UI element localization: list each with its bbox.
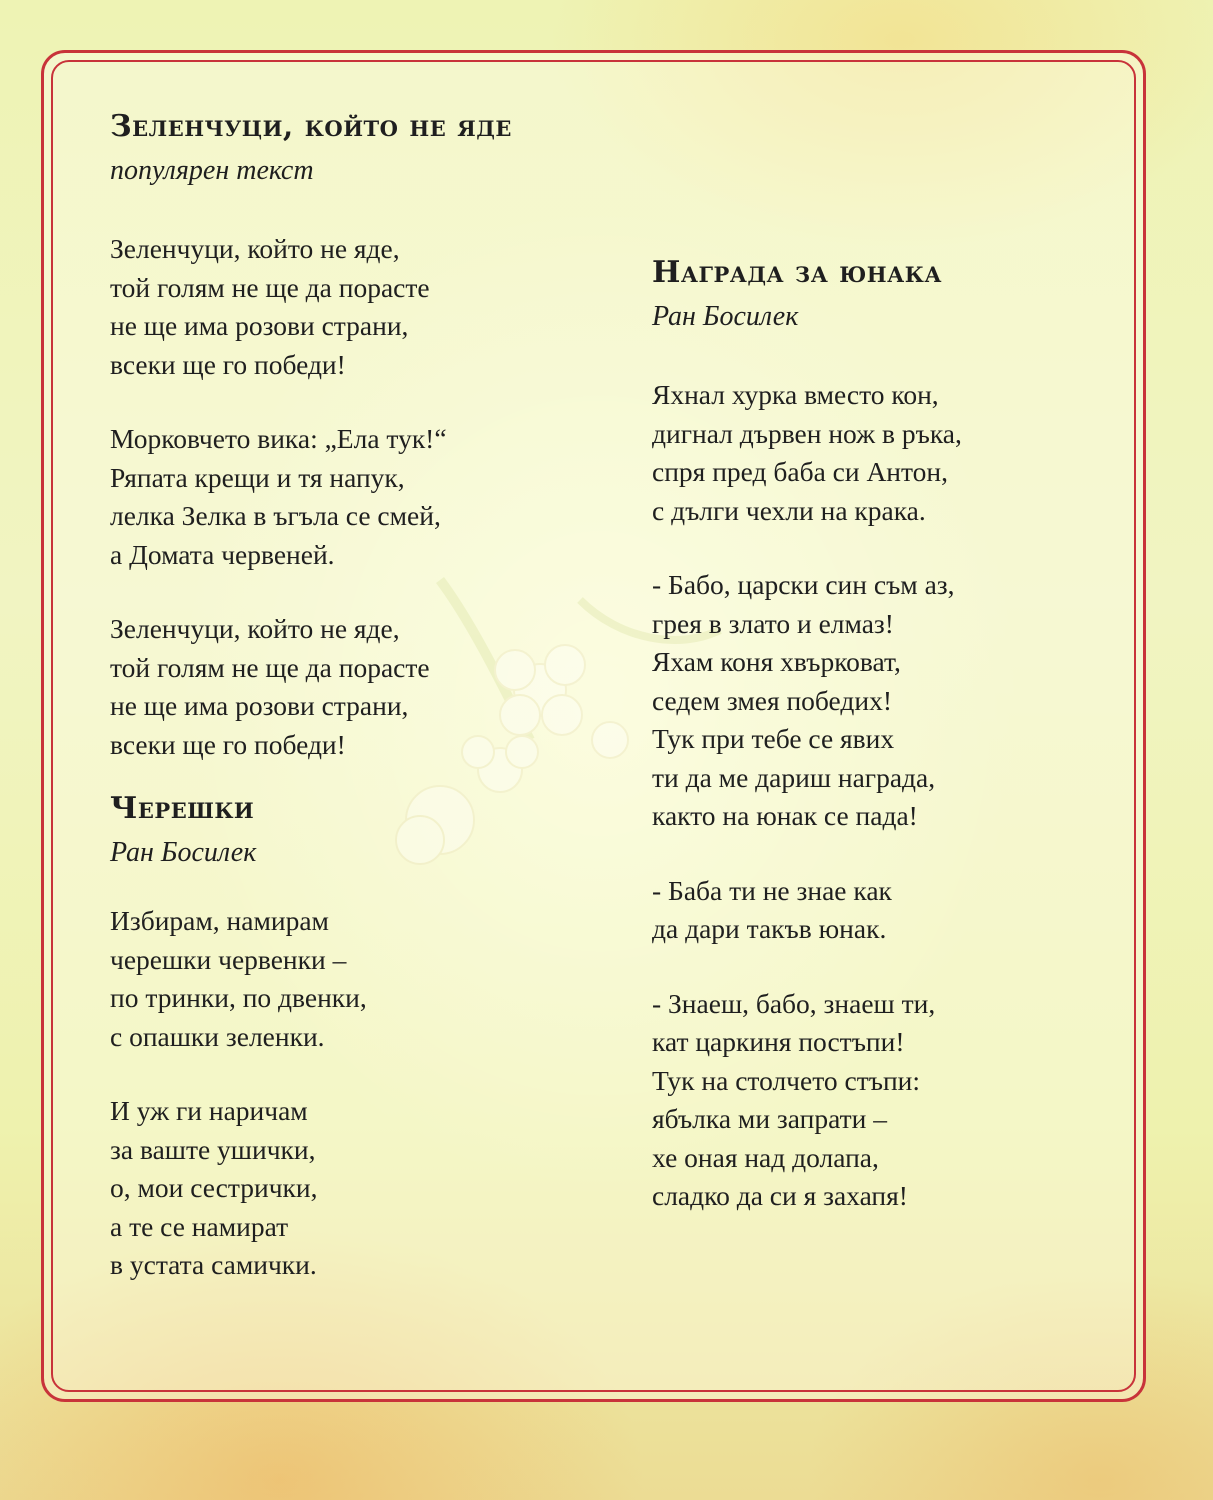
stanza	[110, 610, 580, 764]
poem-line: - Бабо, царски син съм аз,	[652, 569, 955, 600]
poem-title: Черешки	[110, 791, 255, 826]
poem-line: грея в злато и елмаз!	[652, 607, 894, 639]
stanza	[110, 902, 580, 1056]
poem-line: по тринки, по двенки,	[110, 982, 367, 1013]
poem-author: популярен текст	[110, 155, 314, 186]
poem-line: Зеленчуци, който не яде,	[110, 233, 400, 264]
poem-line: с дълги чехли на крака.	[652, 494, 926, 526]
poem-title: Награда за юнака	[652, 255, 942, 290]
poem-line: за ваште ушички,	[110, 1133, 316, 1165]
poem-line: а Домата червеней.	[110, 538, 335, 570]
poem-hero-reward	[652, 254, 1122, 1216]
poem-line: Зеленчуци, който не яде,	[110, 613, 400, 644]
stanza	[652, 872, 1122, 949]
poem-line: спря пред баба си Антон,	[652, 456, 949, 487]
poem-line: ти да ме дариш награда,	[652, 761, 936, 793]
poem-vegetables	[110, 108, 580, 764]
poem-line: о, мои сестрички,	[110, 1172, 318, 1203]
poem-author: Ран Босилек	[110, 837, 257, 868]
poem-line: Избирам, намирам	[110, 905, 329, 936]
poem-line: черешки червенки –	[110, 943, 347, 975]
poem-line: лелка Зелка в ъгъла се смей,	[110, 500, 441, 531]
poem-line: всеки ще го победи!	[110, 728, 346, 760]
poem-author: Ран Босилек	[652, 301, 799, 332]
poem-line: Ряпата крещи и тя напук,	[110, 461, 405, 493]
poem-line: дигнал дървен нож в ръка,	[652, 417, 962, 449]
poem-line: всеки ще го победи!	[110, 348, 346, 380]
poem-line: Морковчето вика: „Ела тук!“	[110, 423, 447, 454]
poem-line: - Баба ти не знае как	[652, 874, 892, 906]
poem-line: да дари такъв юнак.	[652, 913, 887, 944]
poem-line: седем змея победих!	[652, 684, 893, 716]
poem-line: ябълка ми запрати –	[652, 1103, 887, 1134]
stanza	[652, 985, 1122, 1216]
poem-line: Яхам коня хвърковат,	[652, 646, 901, 677]
stanza	[110, 1092, 580, 1285]
poem-line: както на юнак се пада!	[652, 800, 918, 831]
poem-line: а те се намират	[110, 1210, 289, 1242]
poem-line: Яхнал хурка вместо кон,	[652, 379, 939, 410]
stanza	[652, 376, 1122, 530]
stanza	[110, 420, 580, 574]
stanza	[110, 230, 580, 384]
poem-line: кат царкиня постъпи!	[652, 1026, 905, 1057]
poem-line: сладко да си я захапя!	[652, 1180, 908, 1211]
poem-line: с опашки зеленки.	[110, 1020, 325, 1052]
stanza	[652, 566, 1122, 836]
poem-line: И уж ги наричам	[110, 1095, 308, 1126]
poem-line: хе оная над долапа,	[652, 1141, 879, 1173]
poem-cherries	[110, 790, 580, 1285]
poem-line: не ще има розови страни,	[110, 690, 409, 721]
poem-line: той голям не ще да порасте	[110, 271, 430, 303]
poem-title: Зеленчуци, който не яде	[110, 109, 512, 144]
poem-line: в устата самички.	[110, 1249, 317, 1280]
poem-line: - Знаеш, бабо, знаеш ти,	[652, 987, 936, 1019]
poem-line: той голям не ще да порасте	[110, 651, 430, 683]
poem-line: не ще има розови страни,	[110, 310, 409, 341]
poem-line: Тук при тебе се явих	[652, 723, 895, 754]
poem-line: Тук на столчето стъпи:	[652, 1064, 921, 1096]
